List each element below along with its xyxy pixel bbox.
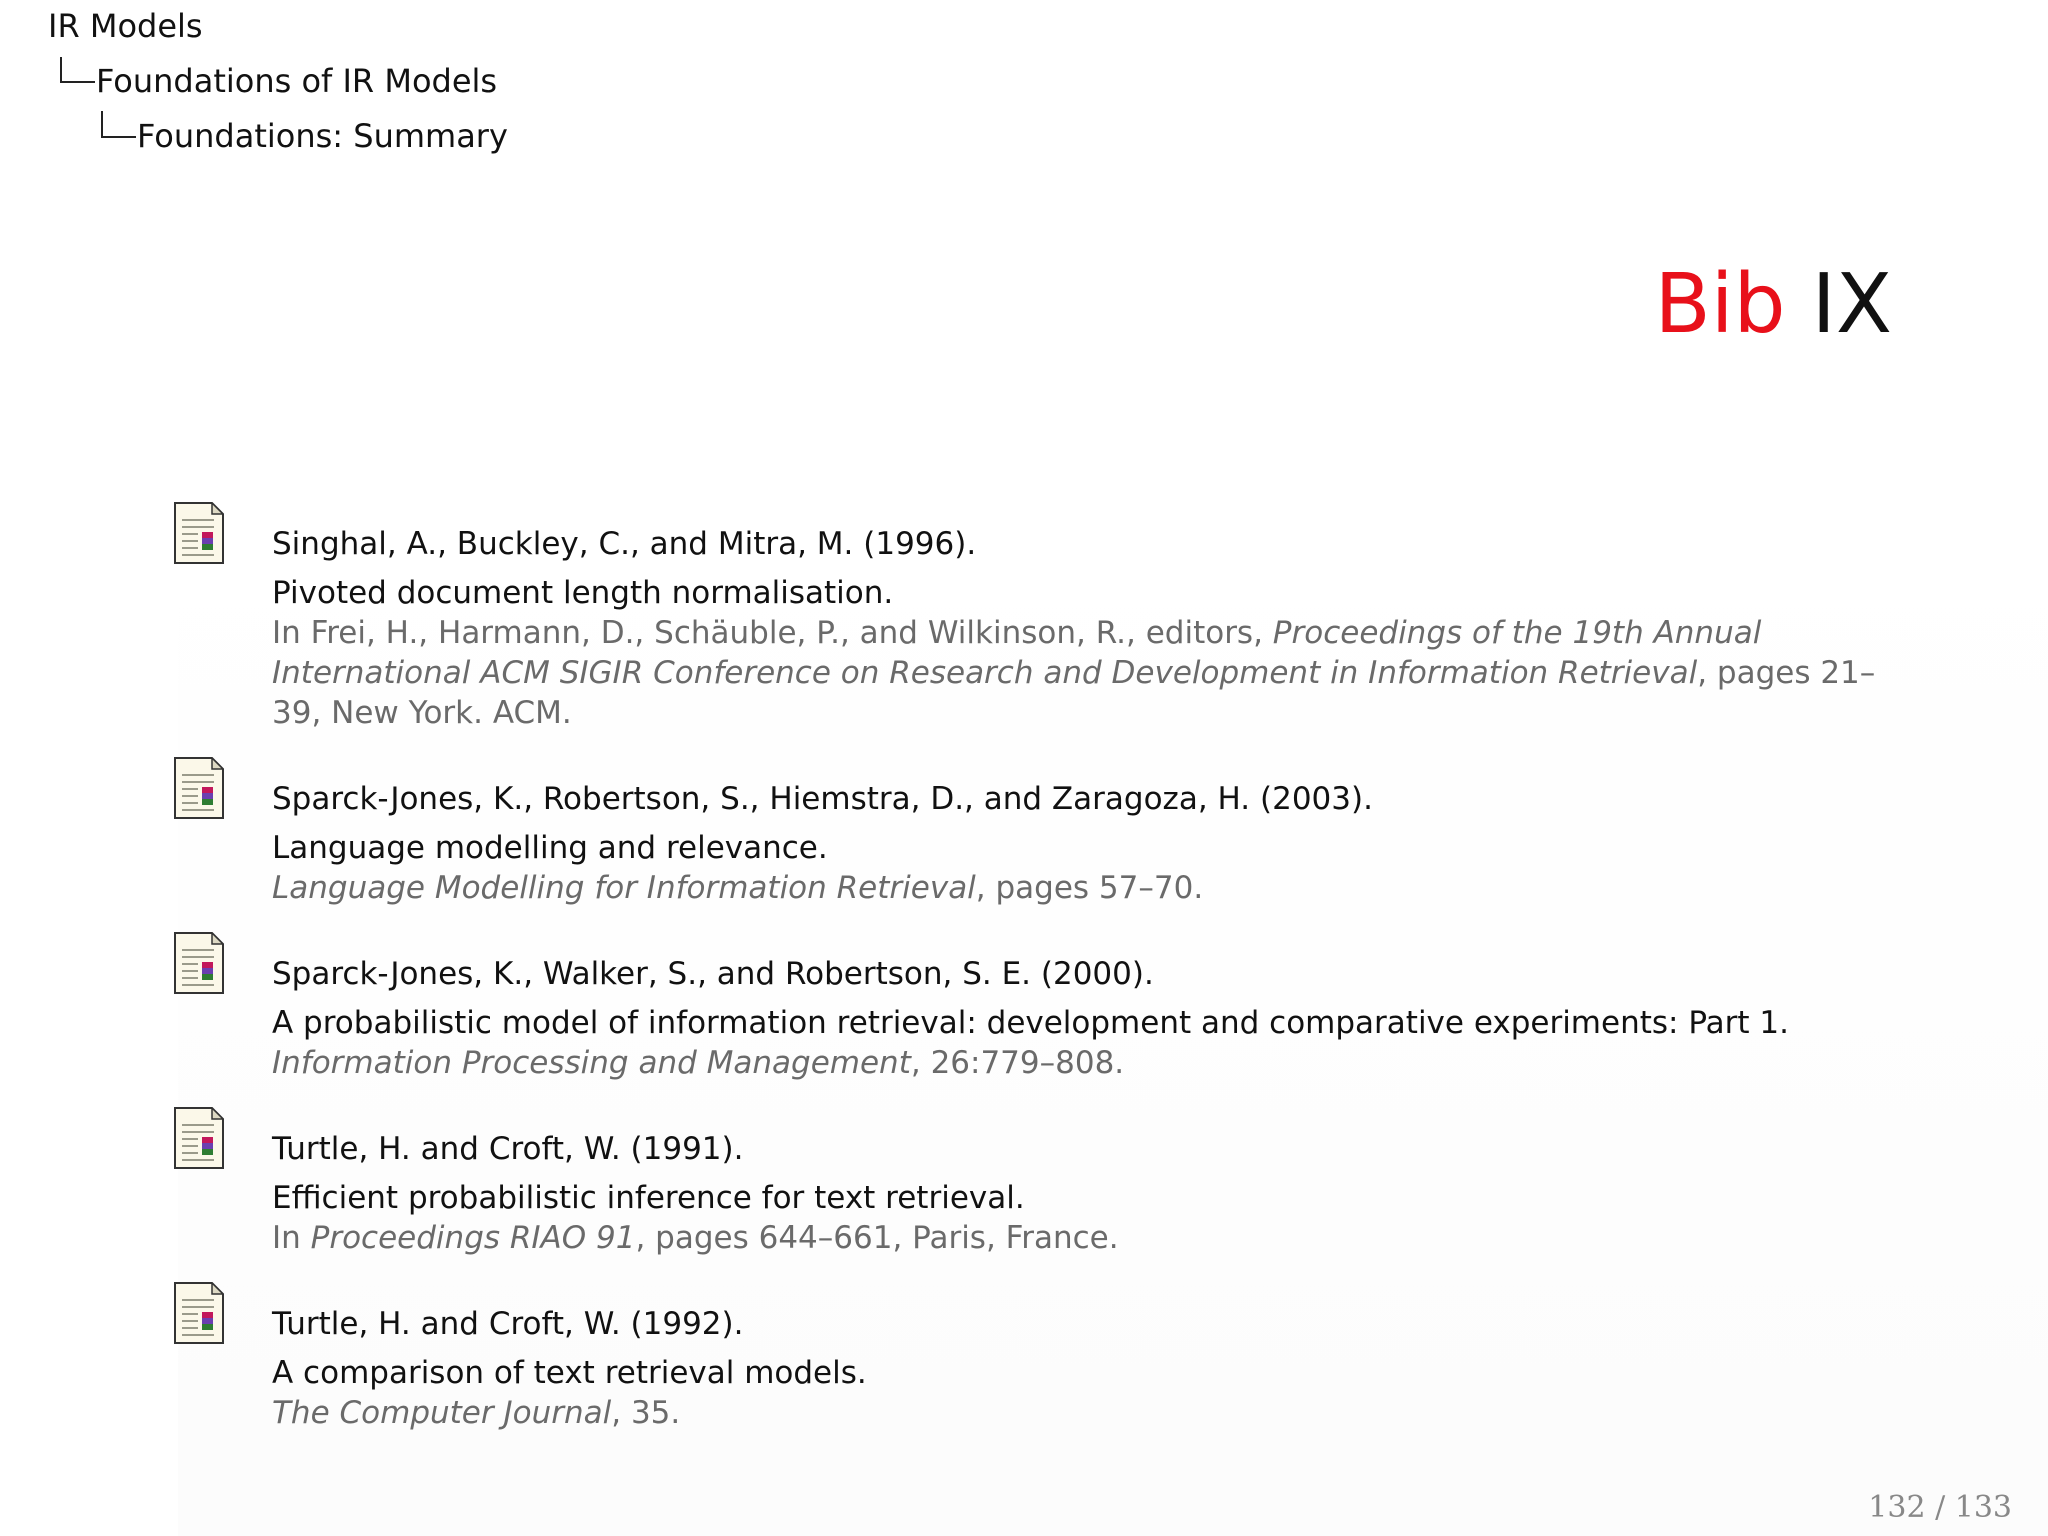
pub-venue: Proceedings of the 19th Annual International ACM SIGIR Conference on Research and Development in Information Retrieval	[272, 615, 1762, 691]
breadcrumb-level-3[interactable]: Foundations: Summary	[137, 117, 508, 155]
document-icon	[174, 1282, 224, 1344]
bibliography-entry	[174, 1278, 1894, 1433]
pub-prefix: In Frei, H., Harmann, D., Schäuble, P., and Wilkinson, R., editors,	[272, 615, 1273, 651]
pub-suffix: , pages 644–661, Paris, France.	[635, 1220, 1119, 1256]
entry-publication	[272, 1218, 1894, 1258]
document-icon	[174, 1107, 224, 1169]
bibliography-entry	[174, 753, 1894, 908]
entry-title: Efficient probabilistic inference for text retrieval.	[272, 1180, 1025, 1216]
document-icon	[174, 502, 224, 564]
entry-title: Pivoted document length normalisation.	[272, 575, 894, 611]
bibliography-entry	[174, 928, 1894, 1083]
pub-prefix: In	[272, 1220, 311, 1256]
entry-publication	[272, 613, 1894, 733]
entry-title: A comparison of text retrieval models.	[272, 1355, 867, 1391]
pub-suffix: , 26:779–808.	[910, 1045, 1125, 1081]
entry-authors: Sparck-Jones, K., Robertson, S., Hiemstra, D., and Zaragoza, H. (2003).	[272, 781, 1373, 817]
entry-authors: Turtle, H. and Croft, W. (1991).	[272, 1131, 744, 1167]
tree-connector	[101, 111, 136, 138]
tree-connector	[60, 57, 95, 83]
pub-suffix: , pages 21–39, New York. ACM.	[272, 655, 1876, 731]
entry-title: Language modelling and relevance.	[272, 830, 828, 866]
entry-authors: Turtle, H. and Croft, W. (1992).	[272, 1306, 744, 1342]
document-icon	[174, 757, 224, 819]
pub-venue: Language Modelling for Information Retrieval	[272, 870, 976, 906]
entry-publication	[272, 868, 1894, 908]
entry-title: A probabilistic model of information retrieval: development and comparative experiments: Part 1.	[272, 1005, 1789, 1041]
bibliography-entry	[174, 498, 1894, 733]
pub-venue: Information Processing and Management	[272, 1045, 911, 1081]
pub-suffix: , 35.	[611, 1395, 681, 1431]
pub-venue: The Computer Journal	[272, 1395, 612, 1431]
slide-title	[1654, 255, 1892, 355]
breadcrumb-level-1[interactable]: IR Models	[48, 7, 203, 45]
bibliography-list	[174, 498, 1894, 1453]
document-icon	[174, 932, 224, 994]
entry-authors: Sparck-Jones, K., Walker, S., and Robertson, S. E. (2000).	[272, 956, 1154, 992]
pub-venue: Proceedings RIAO 91	[310, 1220, 636, 1256]
page-number: 132 / 133	[1868, 1490, 2012, 1525]
entry-publication	[272, 1393, 1894, 1433]
entry-authors: Singhal, A., Buckley, C., and Mitra, M. (1996).	[272, 526, 977, 562]
bibliography-entry	[174, 1103, 1894, 1258]
entry-publication	[272, 1043, 1894, 1083]
pub-suffix: , pages 57–70.	[975, 870, 1204, 906]
slide-title-accent: Bib	[1654, 257, 1786, 352]
breadcrumb-level-2[interactable]: Foundations of IR Models	[96, 62, 498, 100]
slide-title-rest: IX	[1811, 257, 1892, 352]
